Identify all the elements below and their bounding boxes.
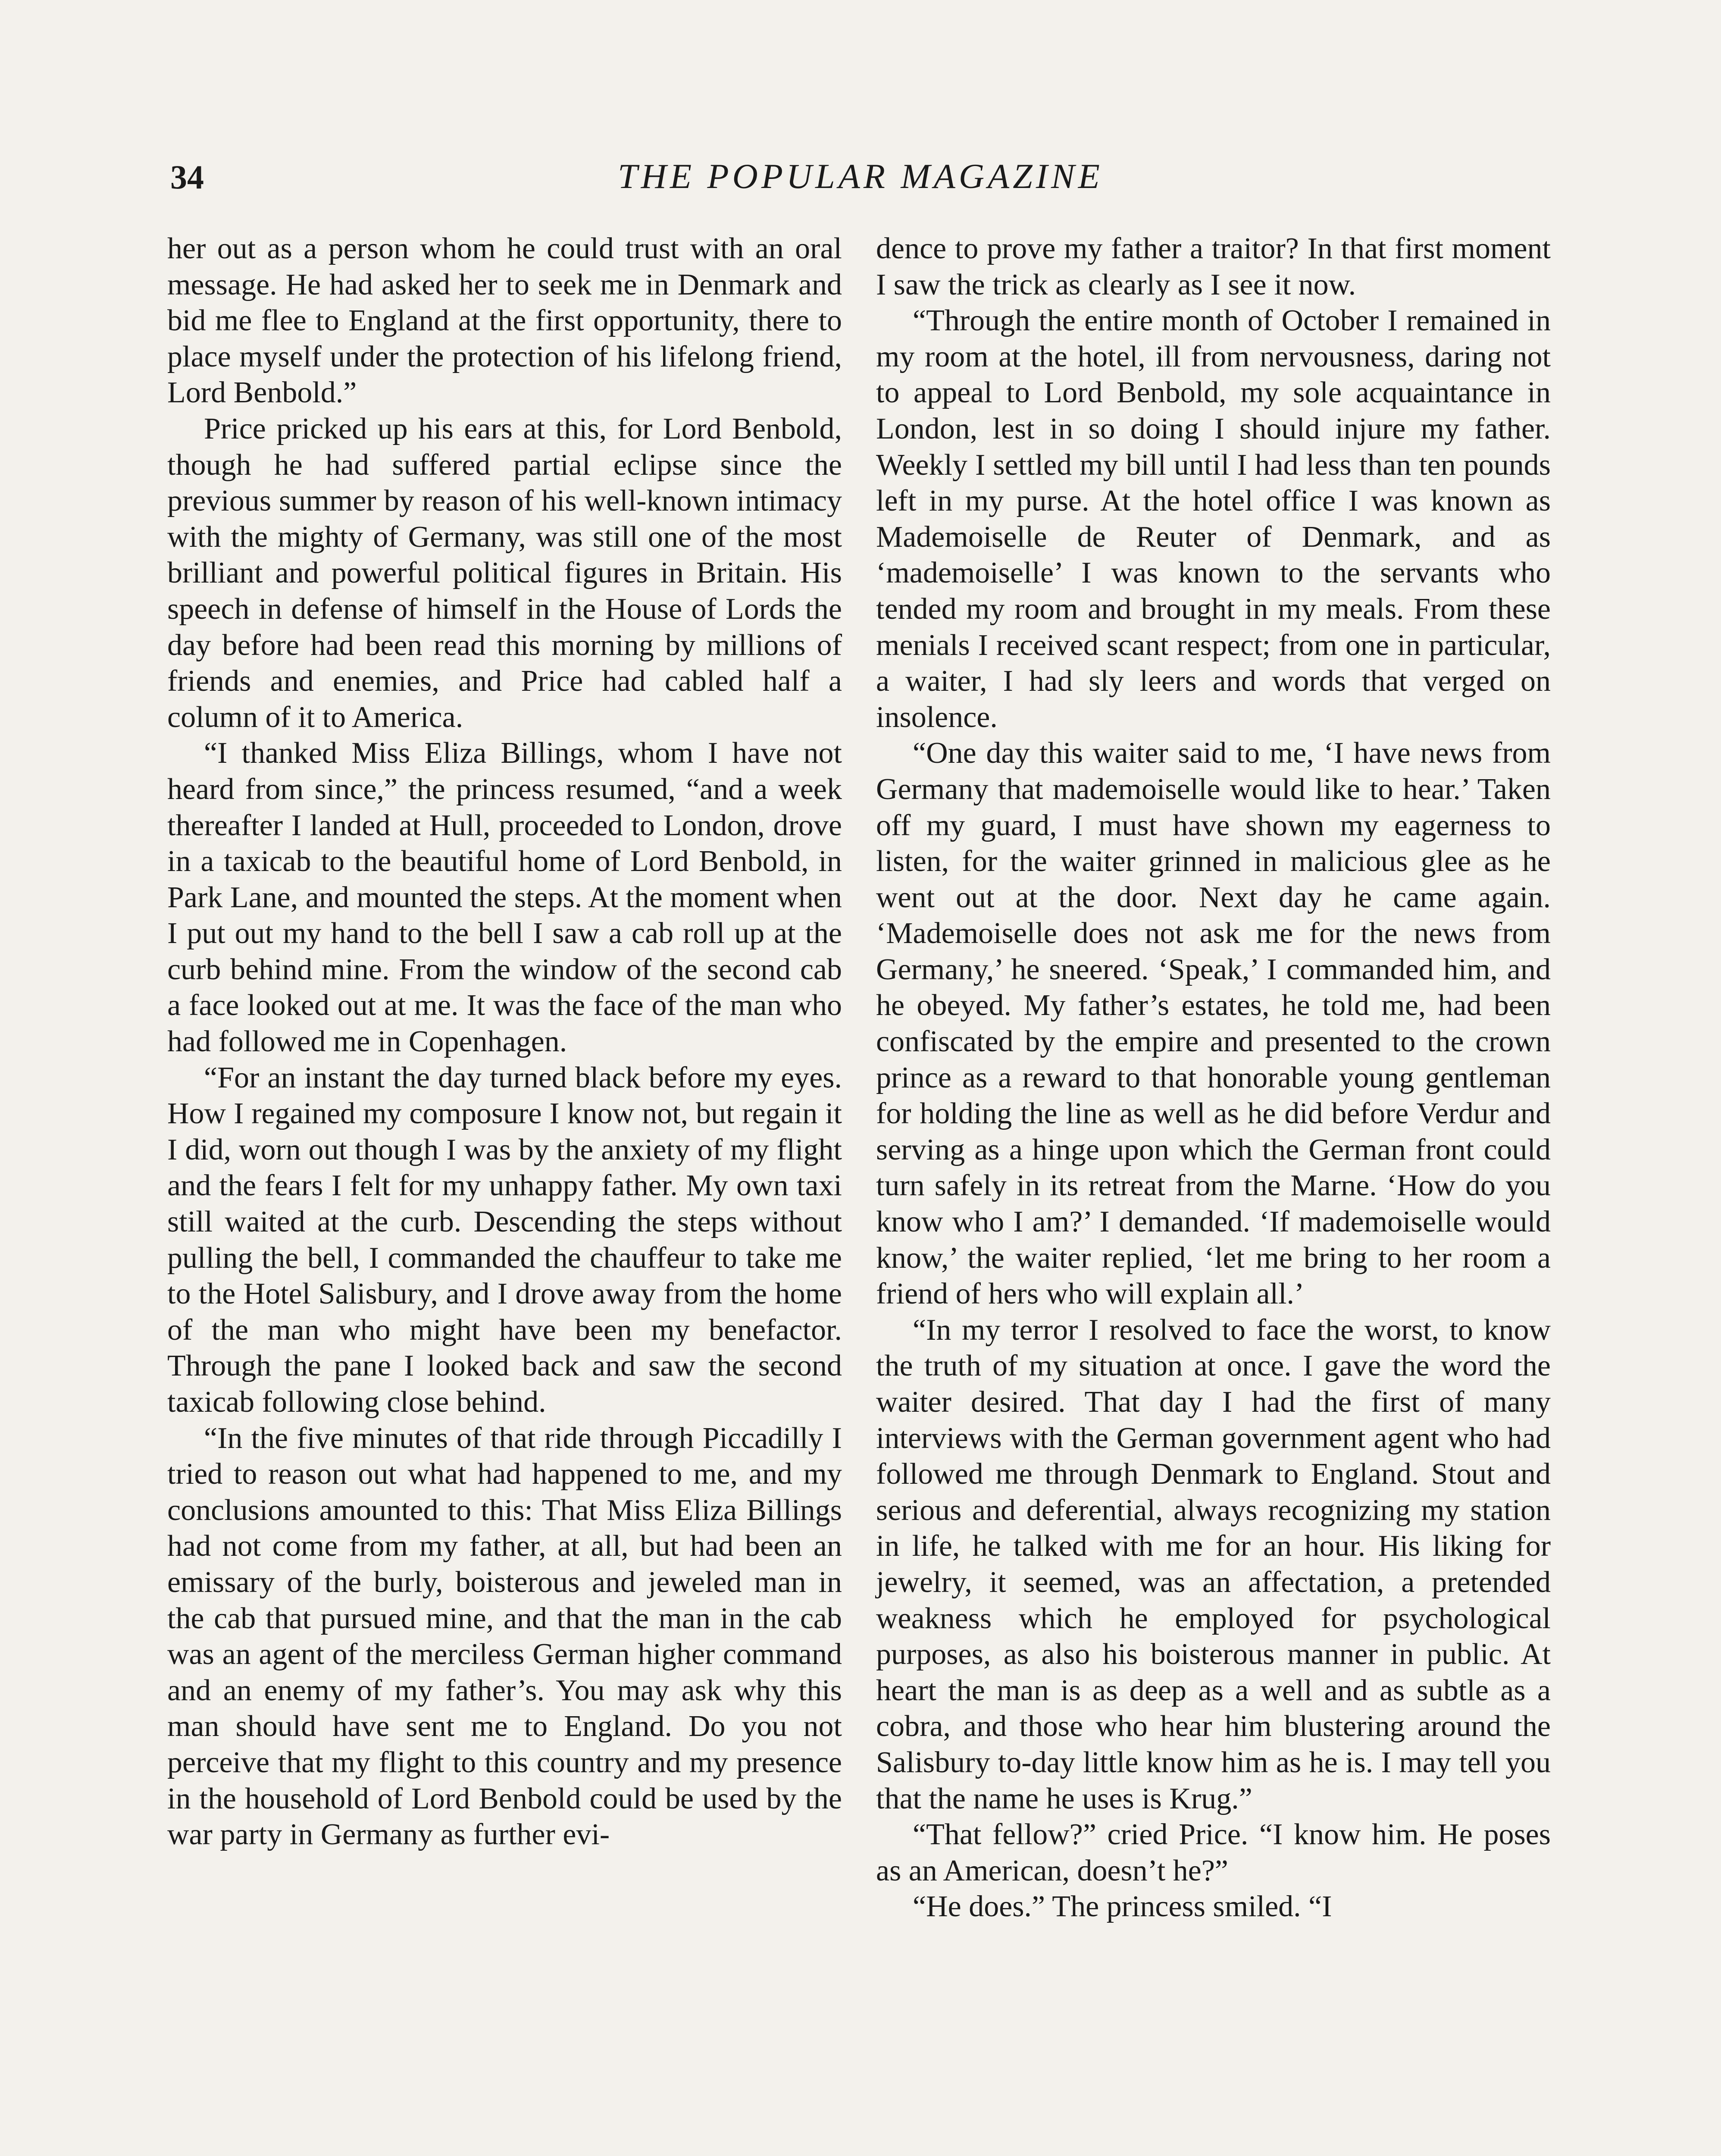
page-number: 34	[170, 158, 204, 196]
paragraph: Price pricked up his ears at this, for Lord Benbold, though he had suffered partial eclipse since the previous summer by reason of his well-known intimacy with the mighty of Germany, was still one of the most brilliant and powerful political figures in Britain. His speech in defense of himself in the House of Lords the day before had been read this morning by millions of friends and enemies, and Price had cabled half a column of it to America.	[167, 412, 842, 734]
paragraph: “For an instant the day turned black before my eyes. How I regained my composure I know not, but regain it I did, worn out though I was by the anxiety of my flight and the fears I felt for my unhappy father. My own taxi still waited at the curb. Descending the steps without pulling the bell, I commanded the chauffeur to take me to the Hotel Salisbury, and I drove away from the home of the man who might have been my benefactor. Through the pane I looked back and saw the second taxicab following close behind.	[167, 1061, 842, 1419]
paragraph: dence to prove my father a traitor? In that first moment I saw the trick as clearly as I see it now.	[876, 232, 1551, 301]
paragraph: “In my terror I resolved to face the worst, to know the truth of my situation at once. I gave the word the waiter desired. That day I had the first of many interviews with the German government agent who had followed me through Denmark to England. Stout and serious and deferential, always recognizing my station in life, he talked with me for an hour. His liking for jewelry, it seemed, was an affectation, a pretended weakness which he employed for psychological purposes, as also his boisterous manner in public. At heart the man is as deep as a well and as subtle as a cobra, and those who hear him blustering around the Salisbury to-day little know him as he is. I may tell you that the name he uses is Krug.”	[876, 1313, 1551, 1815]
paragraph: her out as a person whom he could trust with an oral message. He had asked her to seek me in Denmark and bid me flee to England at the first opportunity, there to place myself under the protection of his lifelong friend, Lord Benbold.”	[167, 232, 842, 410]
paragraph: “That fellow?” cried Price. “I know him. He poses as an American, doesn’t he?”	[876, 1818, 1551, 1887]
running-title: THE POPULAR MAGAZINE	[618, 157, 1103, 196]
paragraph: “One day this waiter said to me, ‘I have news from Germany that mademoiselle would like to hear.’ Taken off my guard, I must have shown my eagerness to listen, for the waiter grinned in malicious glee as he went out at the door. Next day he came again. ‘Mademoiselle does not ask me for the news from Germany,’ he sneered. ‘Speak,’ I commanded him, and he obeyed. My father’s estates, he told me, had been confiscated by the empire and presented to the crown prince as a reward to that honorable young gentleman for holding the line as well as he did before Verdur and serving as a hinge upon which the German front could turn safely in its retreat from the Marne. ‘How do you know who I am?’ I demanded. ‘If mademoiselle would know,’ the waiter replied, ‘let me bring to her room a friend of hers who will explain all.’	[876, 736, 1551, 1311]
paragraph: “He does.” The princess smiled. “I	[913, 1890, 1332, 1924]
paragraph: “In the five minutes of that ride through Piccadilly I tried to reason out what had happened to me, and my conclusions amounted to this: That Miss Eliza Billings had not come from my father, at all, but had been an emissary of the burly, boisterous and jeweled man in the cab that pursued mine, and that the man in the cab was an agent of the merciless German higher command and an enemy of my father’s. You may ask why this man should have sent me to England. Do you not perceive that my flight to this country and my presence in the household of Lord Benbold could be used by the war party in Germany as further evi-	[167, 1421, 842, 1852]
right-column	[876, 231, 1551, 1925]
paragraph: “Through the entire month of October I remained in my room at the hotel, ill from nervousness, daring not to appeal to Lord Benbold, my sole acquaintance in London, lest in so doing I should injure my father. Weekly I settled my bill until I had less than ten pounds left in my purse. At the hotel office I was known as Mademoiselle de Reuter of Denmark, and as ‘mademoiselle’ I was known to the servants who tended my room and brought in my meals. From these menials I received scant respect; from one in particular, a waiter, I had sly leers and words that verged on insolence.	[876, 304, 1551, 734]
left-column	[167, 231, 842, 1853]
paragraph: “I thanked Miss Eliza Billings, whom I have not heard from since,” the princess resumed, “and a week thereafter I landed at Hull, proceeded to London, drove in a taxicab to the beautiful home of Lord Benbold, in Park Lane, and mounted the steps. At the moment when I put out my hand to the bell I saw a cab roll up at the curb behind mine. From the window of the second cab a face looked out at me. It was the face of the man who had followed me in Copenhagen.	[167, 736, 842, 1059]
